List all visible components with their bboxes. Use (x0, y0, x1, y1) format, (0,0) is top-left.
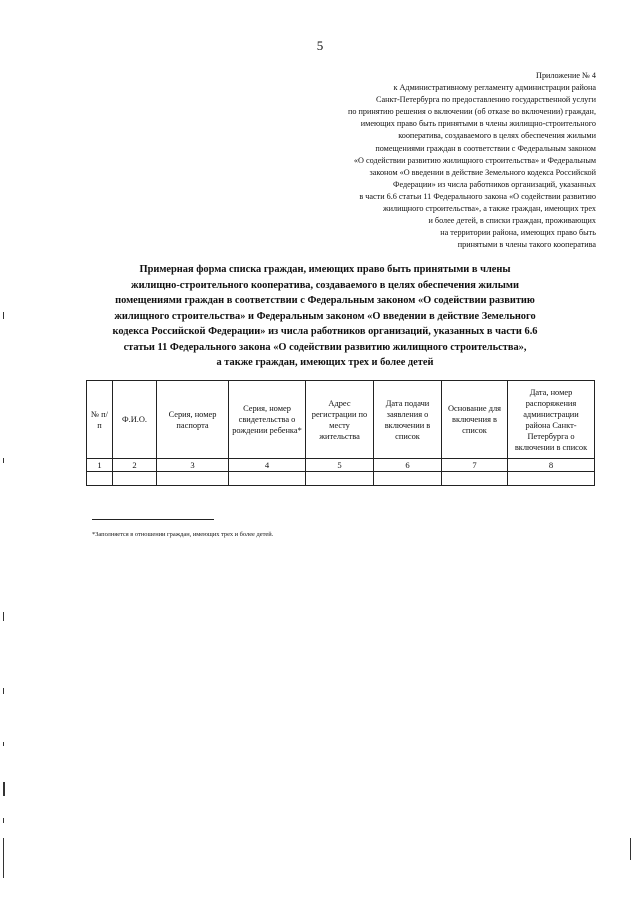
header-cell-order: Дата, номер распоряжения администрации района Санкт-Петербурга о включении в список (508, 381, 595, 459)
appendix-line: Санкт-Петербурга по предоставлению государственной услуги (376, 95, 596, 105)
appendix-line: законом «О введении в действие Земельного кодекса Российской (369, 167, 596, 177)
column-number-cell: 7 (442, 459, 508, 472)
scan-artifact-left-edge (3, 742, 4, 746)
column-number-cell: 2 (113, 459, 157, 472)
appendix-line: на территории района, имеющих право быть (440, 228, 596, 238)
appendix-block (266, 70, 596, 251)
citizens-list-table (86, 380, 595, 486)
appendix-line: принятыми в члены такого кооператива (457, 240, 596, 250)
scan-artifact-left-edge (3, 782, 5, 796)
appendix-line: в части 6.6 статьи 11 Федерального закона «О содействии развитию (359, 191, 596, 201)
empty-cell (508, 472, 595, 486)
appendix-line: Приложение № 4 (536, 71, 596, 80)
column-number-cell: 3 (157, 459, 229, 472)
empty-cell (87, 472, 113, 486)
appendix-line: помещениями граждан в соответствии с Федеральным законом (375, 143, 596, 153)
header-cell-full-name: Ф.И.О. (113, 381, 157, 459)
empty-cell (113, 472, 157, 486)
form-title-line: кодекса Российской Федерации» из числа работников организаций, указанных в части 6.6 (112, 326, 538, 337)
header-cell-basis: Основание для включения в список (442, 381, 508, 459)
scan-artifact-left-edge (3, 688, 4, 694)
form-title-line: а также граждан, имеющих трех и более детей (216, 357, 434, 368)
header-cell-birth-certificate: Серия, номер свидетельства о рождении ребенка* (229, 381, 306, 459)
scan-artifact-left-edge (3, 612, 4, 621)
footnote: *Заполняется в отношении граждан, имеющих трех и более детей. (92, 531, 274, 538)
appendix-line: «О содействии развитию жилищного строительства» и Федеральным (353, 155, 596, 165)
footnote-divider (92, 519, 214, 520)
scan-artifact-left-edge (3, 838, 4, 878)
empty-cell (306, 472, 374, 486)
form-title-line: жилищно-строительного кооператива, создаваемого в целях обеспечения жилыми (131, 279, 519, 291)
appendix-line: и более детей, в списки граждан, проживающих (428, 216, 596, 226)
appendix-line: к Административному регламенту администрации района (393, 83, 596, 93)
table-column-numbers-row (87, 459, 595, 472)
scan-artifact-right-edge (630, 838, 631, 860)
scan-artifact-left-edge (3, 458, 4, 463)
appendix-line: по принятию решения о включении (об отказе во включении) граждан, (347, 107, 596, 117)
header-cell-application-date: Дата подачи заявления о включении в список (374, 381, 442, 459)
column-number-cell: 1 (87, 459, 113, 472)
column-number-cell: 4 (229, 459, 306, 472)
form-title-line: Примерная форма списка граждан, имеющих право быть принятыми в члены (139, 264, 511, 275)
appendix-line: имеющих право быть принятыми в члены жилищно-строительного (360, 119, 596, 129)
column-number-cell: 5 (306, 459, 374, 472)
empty-cell (229, 472, 306, 486)
column-number-cell: 8 (508, 459, 595, 472)
appendix-line: Федерации» из числа работников организаций, указанных (392, 179, 596, 189)
form-title (80, 262, 570, 371)
form-title-line: статьи 11 Федерального закона «О содействии развитию жилищного строительства», (123, 341, 527, 353)
empty-cell (374, 472, 442, 486)
header-cell-registration-address: Адрес регистрации по месту жительства (306, 381, 374, 459)
header-cell-passport: Серия, номер паспорта (157, 381, 229, 459)
form-title-line: жилищного строительства» и Федеральным законом «О введении в действие Земельного (114, 310, 536, 322)
table-empty-row (87, 472, 595, 486)
column-number-cell: 6 (374, 459, 442, 472)
table-header-row (87, 381, 595, 459)
header-cell-number: № п/п (87, 381, 113, 459)
form-title-line: помещениями граждан в соответствии с Федеральным законом «О содействии развитию (115, 295, 535, 306)
appendix-line: жилищного строительства», а также граждан, имеющих трех (382, 204, 596, 214)
empty-cell (442, 472, 508, 486)
empty-cell (157, 472, 229, 486)
scan-artifact-left-edge (3, 312, 4, 319)
page-number: 5 (316, 38, 324, 53)
appendix-line: кооператива, создаваемого в целях обеспечения жилыми (398, 131, 596, 141)
scan-artifact-left-edge (3, 818, 4, 823)
